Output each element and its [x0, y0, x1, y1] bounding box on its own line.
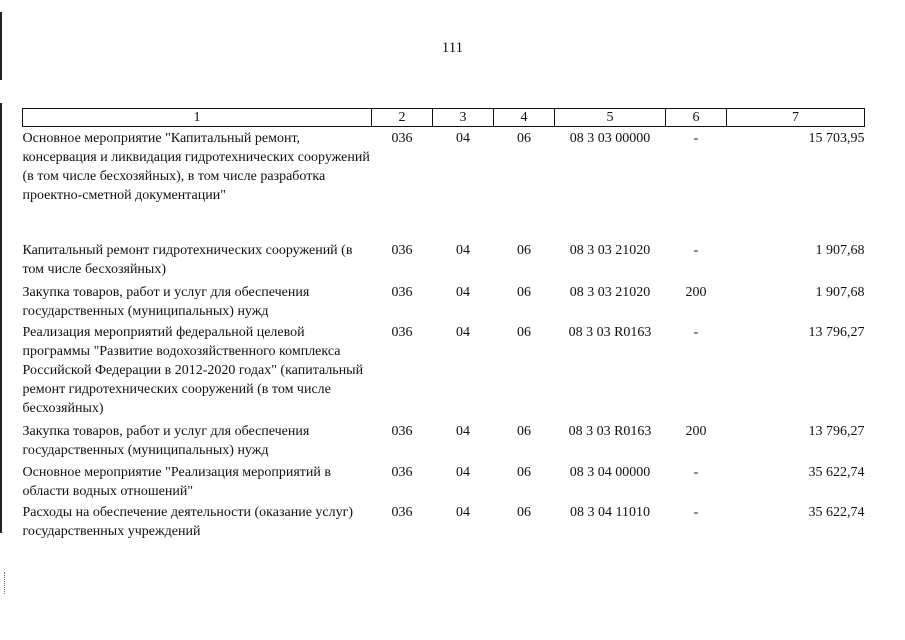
row-name: Реализация мероприятий федеральной целевой программы "Развитие водохозяйственного комплекса Российской Федерации в 2012-2020 годах" (капитальный ремонт гидротехнических сооружений (в том числе бесхозяйных)	[22, 324, 364, 416]
row-section: 04	[456, 464, 470, 480]
row-section: 04	[456, 131, 470, 146]
table-row	[23, 281, 865, 321]
row-expense-type: -	[693, 242, 699, 258]
row-admin-code: 036	[391, 464, 413, 480]
row-section: 04	[456, 284, 470, 300]
row-subsection: 06	[517, 504, 531, 520]
row-expense-type: 200	[685, 423, 707, 439]
row-name: Расходы на обеспечение деятельности (оказание услуг) государственных учреждений	[22, 504, 354, 539]
header-col-3: 3	[433, 109, 494, 127]
table-row	[23, 420, 865, 461]
row-target-article: 08 3 03 R0163	[568, 423, 652, 439]
row-section: 04	[456, 324, 470, 340]
row-target-article: 08 3 03 00000	[569, 131, 651, 146]
row-name: Закупка товаров, работ и услуг для обеспечения государственных (муниципальных) нужд	[22, 284, 310, 319]
header-col-7: 7	[727, 109, 865, 127]
row-subsection: 06	[517, 131, 531, 146]
row-name: Закупка товаров, работ и услуг для обеспечения государственных (муниципальных) нужд	[22, 423, 310, 458]
row-name: Основное мероприятие "Капитальный ремонт, консервация и ликвидация гидротехнических сооружений (в том числе бесхозяйных), в том числе разработка проектно-сметной документации"	[22, 131, 370, 203]
table-row	[23, 239, 865, 281]
row-admin-code: 036	[391, 242, 413, 258]
row-admin-code: 036	[391, 324, 413, 340]
scan-dots-mark	[4, 572, 7, 594]
row-subsection: 06	[517, 423, 531, 439]
row-admin-code: 036	[391, 131, 413, 146]
row-amount: 35 622,74	[808, 464, 865, 480]
row-target-article: 08 3 03 R0163	[568, 324, 652, 340]
row-expense-type: -	[693, 464, 699, 480]
row-amount: 1 907,68	[815, 242, 865, 258]
row-admin-code: 036	[391, 284, 413, 300]
row-section: 04	[456, 504, 470, 520]
row-name: Основное мероприятие "Реализация мероприятий в области водных отношений"	[22, 464, 332, 499]
row-expense-type: -	[693, 504, 699, 520]
row-target-article: 08 3 04 11010	[570, 504, 650, 520]
row-amount: 13 796,27	[808, 423, 865, 439]
row-expense-type: -	[693, 324, 699, 340]
row-subsection: 06	[517, 242, 531, 258]
row-amount: 1 907,68	[815, 284, 865, 300]
header-col-5: 5	[555, 109, 666, 127]
row-target-article: 08 3 03 21020	[569, 242, 651, 258]
row-name: Капитальный ремонт гидротехнических сооружений (в том числе бесхозяйных)	[22, 242, 353, 277]
header-col-6: 6	[666, 109, 727, 127]
table-row	[23, 501, 865, 541]
page-number: 111	[441, 40, 464, 56]
table-row	[23, 461, 865, 501]
row-subsection: 06	[517, 464, 531, 480]
budget-table	[22, 108, 865, 541]
header-col-2: 2	[372, 109, 433, 127]
row-admin-code: 036	[391, 504, 413, 520]
row-subsection: 06	[517, 284, 531, 300]
row-section: 04	[456, 423, 470, 439]
row-subsection: 06	[517, 324, 531, 340]
table-row	[23, 127, 865, 239]
table-header-row	[23, 109, 865, 127]
header-col-4: 4	[494, 109, 555, 127]
row-target-article: 08 3 04 00000	[569, 464, 651, 480]
row-expense-type: 200	[685, 284, 707, 300]
row-expense-type: -	[693, 131, 699, 146]
row-amount: 15 703,95	[808, 131, 865, 146]
row-amount: 35 622,74	[808, 504, 865, 520]
row-section: 04	[456, 242, 470, 258]
row-amount: 13 796,27	[808, 324, 865, 340]
header-col-1: 1	[23, 109, 372, 127]
table-row	[23, 321, 865, 420]
row-target-article: 08 3 03 21020	[569, 284, 651, 300]
row-admin-code: 036	[391, 423, 413, 439]
scan-edge-mark	[0, 103, 2, 533]
